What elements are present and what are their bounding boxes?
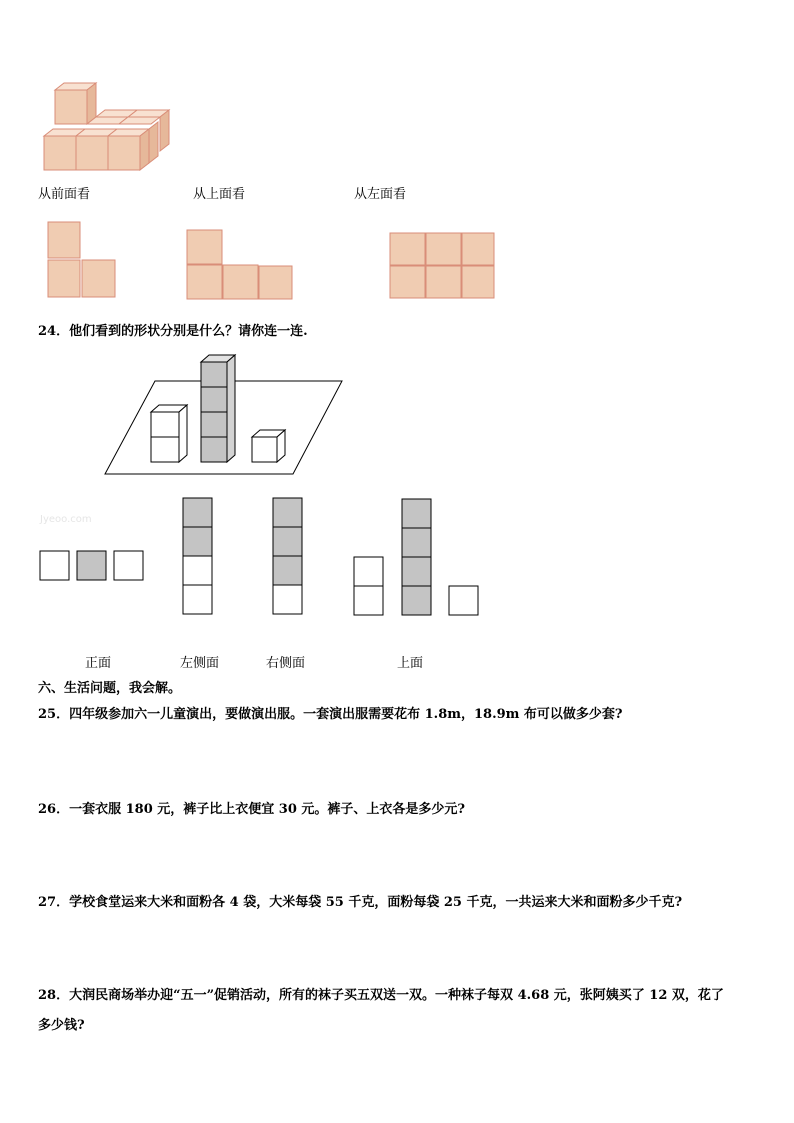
label-right-side: 右侧面 xyxy=(266,656,306,671)
view-label-top: 从上面看 xyxy=(193,187,246,202)
section-6-title: 六、生活问题，我会解。 xyxy=(38,681,182,696)
option-front-view xyxy=(39,550,149,584)
view-label-front: 从前面看 xyxy=(38,187,91,202)
view-label-left: 从左面看 xyxy=(354,187,407,202)
label-top: 上面 xyxy=(397,656,424,671)
question-26: 26．一套衣服 180 元，裤子比上衣便宜 30 元。裤子、上衣各是多少元? xyxy=(38,802,466,817)
label-front: 正面 xyxy=(85,656,112,671)
question-28-line-2: 多少钱? xyxy=(38,1018,85,1033)
option-top-view xyxy=(353,498,483,620)
front-view-shape xyxy=(46,220,118,300)
white-cube-single xyxy=(252,430,285,462)
left-view-shape xyxy=(388,231,498,301)
top-view-shape xyxy=(185,228,295,302)
gray-stack-4 xyxy=(201,355,235,462)
watermark: Jyeoo.com xyxy=(40,514,92,525)
option-right-side-view xyxy=(272,497,306,619)
question-25: 25．四年级参加六一儿童演出，要做演出服。一套演出服需要花布 1.8m，18.9m 布可以做多少套? xyxy=(38,707,623,722)
top-cube xyxy=(55,83,96,124)
option-left-side-view xyxy=(182,497,216,619)
label-left-side: 左侧面 xyxy=(180,656,220,671)
question-24-title: 24．他们看到的形状分别是什么？请你连一连. xyxy=(38,324,308,339)
cube-stack-figure xyxy=(40,78,180,178)
question-27: 27．学校食堂运来大米和面粉各 4 袋，大米每袋 55 千克，面粉每袋 25 千克，一共运来大米和面粉多少千克? xyxy=(38,895,683,910)
white-stack-2 xyxy=(151,405,187,462)
front-row-cubes xyxy=(44,122,158,170)
question-28-line-1: 28．大润民商场举办迎“五一”促销活动，所有的袜子买五双送一双。一种袜子每双 4.68 元，张阿姨买了 12 双，花了 xyxy=(38,988,724,1003)
platform-cubes-figure xyxy=(103,350,353,480)
